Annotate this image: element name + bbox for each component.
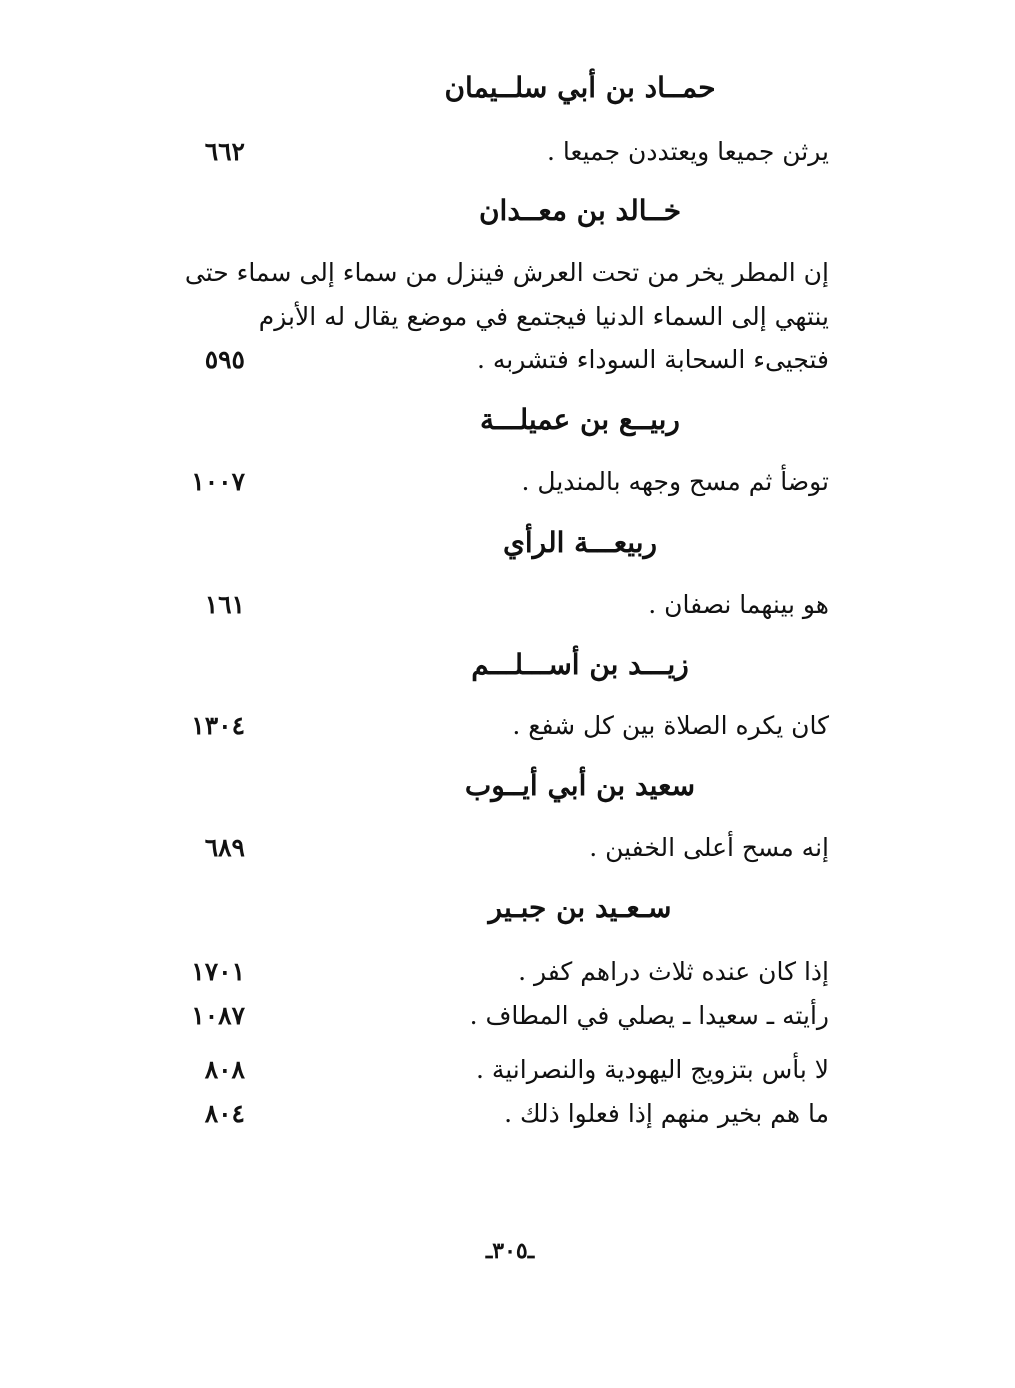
section-heading: ربيعـــة الرأي: [502, 526, 658, 559]
section-heading: خــالد بن معــدان: [478, 194, 682, 227]
entry-ref-number: ٨٠٤: [204, 1099, 245, 1128]
entry-text: فتجيىء السحابة السوداء فتشربه .: [476, 345, 829, 374]
section-heading: سعيد بن أبي أيــوب: [464, 769, 696, 802]
entry-text: يرثن جميعا ويعتددن جميعا .: [547, 137, 829, 166]
section-heading: زيـــد بن أســـلـــم: [471, 648, 689, 681]
entry-ref-number: ١٦١: [204, 590, 245, 619]
entry-ref-number: ٨٠٨: [204, 1055, 245, 1084]
entry-ref-number: ٦٦٢: [204, 137, 245, 166]
section-heading: ربيــع بن عميلـــة: [480, 403, 680, 436]
entry-ref-number: ١٠٠٧: [191, 467, 245, 496]
entry-text: إذا كان عنده ثلاث دراهم كفر .: [518, 957, 829, 986]
entry-text: إن المطر يخر من تحت العرش فينزل من سماء إلى سماء حتى: [184, 258, 829, 287]
entry-text: ما هم بخير منهم إذا فعلوا ذلك .: [504, 1099, 829, 1128]
section-heading: حمــاد بن أبي سلــيمان: [444, 71, 716, 104]
entry-ref-number: ١٠٨٧: [191, 1001, 245, 1030]
entry-text: رأيته ـ سعيدا ـ يصلي في المطاف .: [469, 1001, 829, 1030]
entry-text: إنه مسح أعلى الخفين .: [589, 833, 829, 862]
entry-text: هو بينهما نصفان .: [648, 590, 829, 619]
entry-text: توضأ ثم مسح وجهه بالمنديل .: [521, 467, 829, 496]
entry-text: لا بأس بتزويج اليهودية والنصرانية .: [475, 1055, 829, 1084]
entry-ref-number: ١٧٠١: [191, 957, 245, 986]
entry-text: كان يكره الصلاة بين كل شفع .: [512, 711, 829, 740]
section-heading: سـعـيد بن جبـير: [488, 891, 672, 924]
entry-ref-number: ١٣٠٤: [191, 711, 245, 740]
entry-ref-number: ٥٩٥: [204, 345, 245, 374]
entry-text: ينتهي إلى السماء الدنيا فيجتمع في موضع يقال له الأبزم: [258, 302, 829, 331]
page-number: ـ٣٠٥ـ: [485, 1238, 535, 1264]
entry-ref-number: ٦٨٩: [204, 833, 245, 862]
